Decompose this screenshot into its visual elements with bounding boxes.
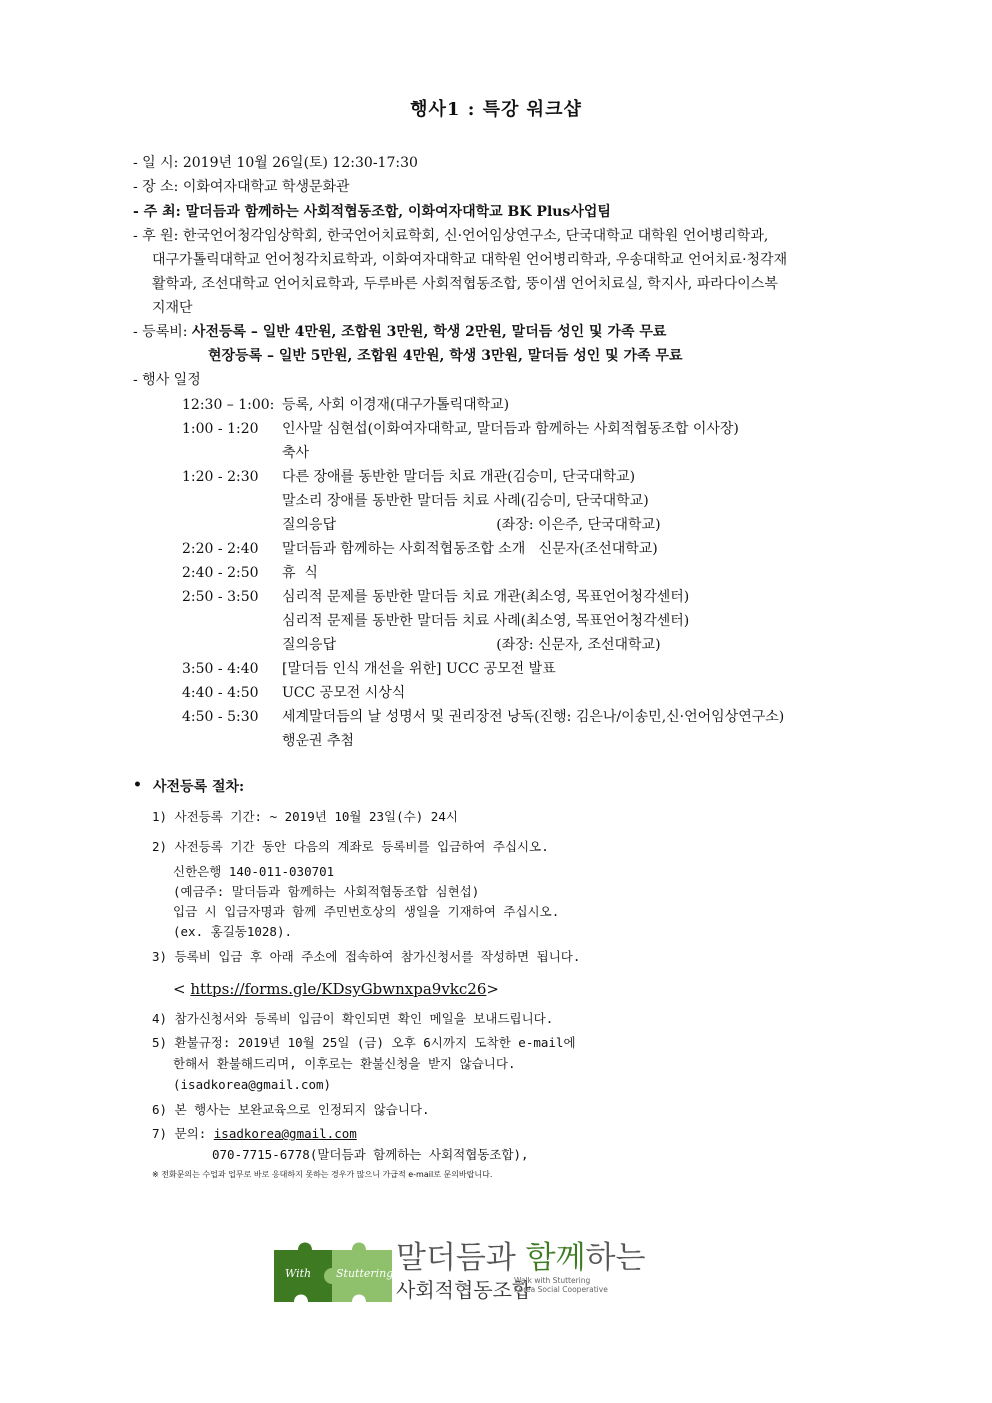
- link-prefix: <: [173, 980, 191, 998]
- fee-label: - 등록비:: [133, 324, 192, 340]
- event-host: - 주 최: 말더듬과 함께하는 사회적협동조합, 이화여자대학교 BK Plus사업팀: [133, 204, 611, 220]
- schedule-time: 3:50 - 4:40: [182, 661, 259, 677]
- logo-main-gray: 말더듬과: [396, 1240, 526, 1276]
- logo-en-line2: Korea Social Cooperative: [514, 1285, 608, 1294]
- contact-label: 7) 문의:: [152, 1126, 214, 1141]
- schedule-row: [182, 563, 318, 583]
- schedule-row: [182, 395, 509, 415]
- event-place: - 장 소: 이화여자대학교 학생문화관: [133, 179, 350, 195]
- link-suffix: >: [486, 980, 499, 998]
- cooperative-logo: [268, 1232, 646, 1310]
- event-sponsor-line3: 활학과, 조선대학교 언어치료학과, 두루바른 사회적협동조합, 뚱이샘 언어치료실, 학지사, 파라다이스복: [152, 276, 778, 292]
- schedule-row: [182, 635, 661, 655]
- refund-email: (isadkorea@gmail.com): [173, 1077, 332, 1092]
- schedule-time: 2:20 - 2:40: [182, 541, 259, 557]
- refund-policy-line2: 한해서 환불해드리며, 이후로는 환불신청을 받지 않습니다.: [173, 1056, 516, 1071]
- fee-onsite-registration: 현장등록 – 일반 5만원, 조합원 4만원, 학생 3만원, 말더듬 성인 및 가족 무료: [208, 348, 683, 364]
- schedule-row: [182, 515, 661, 535]
- logo-english-text: [514, 1276, 608, 1294]
- contact-row: [152, 1125, 357, 1143]
- puzzle-with-text: With: [285, 1267, 312, 1280]
- logo-main-gray2: 하는: [585, 1240, 646, 1276]
- footnote: ※ 전화문의는 수업과 업무로 바로 응대하지 못하는 경우가 많으니 가급적 e-mail로 문의바랍니다.: [152, 1170, 493, 1179]
- schedule-text: 질의응답 (좌장: 이은주, 단국대학교): [282, 517, 661, 533]
- schedule-row: [182, 467, 635, 487]
- schedule-time: 4:40 - 4:50: [182, 685, 259, 701]
- schedule-row: [182, 443, 309, 463]
- fee-pre-registration: 사전등록 – 일반 4만원, 조합원 3만원, 학생 2만원, 말더듬 성인 및 가족 무료: [191, 324, 667, 340]
- schedule-text: [말더듬 인식 개선을 위한] UCC 공모전 발표: [282, 661, 556, 677]
- logo-main-text: [396, 1232, 645, 1277]
- schedule-row: [182, 539, 658, 559]
- schedule-row: [182, 611, 689, 631]
- schedule-time: 1:20 - 2:30: [182, 469, 259, 485]
- schedule-text: 인사말 심현섭(이화여자대학교, 말더듬과 함께하는 사회적협동조합 이사장): [282, 421, 739, 437]
- puzzle-stuttering-text: Stuttering: [336, 1267, 394, 1280]
- event-date: - 일 시: 2019년 10월 26일(토) 12:30-17:30: [133, 155, 418, 171]
- logo-main-green: 함께: [525, 1240, 586, 1276]
- refund-policy-line1: 5) 환불규정: 2019년 10월 25일 (금) 오후 6시까지 도착한 e-mail에: [152, 1035, 576, 1050]
- schedule-time: 4:50 - 5:30: [182, 709, 259, 725]
- registration-step2: 2) 사전등록 기간 동안 다음의 계좌로 등록비를 입금하여 주십시오.: [152, 839, 549, 854]
- logo-en-line1: Walk with Stuttering: [514, 1276, 591, 1285]
- schedule-text: 휴 식: [282, 565, 318, 581]
- schedule-row: [182, 659, 556, 679]
- schedule-text: 말소리 장애를 동반한 말더듬 치료 사례(김승미, 단국대학교): [282, 493, 649, 509]
- schedule-time: 2:50 - 3:50: [182, 589, 259, 605]
- deposit-note: 입금 시 입금자명과 함께 주민번호상의 생일을 기재하여 주십시오.: [173, 904, 560, 919]
- logo-sub-text: 사회적협동조합: [396, 1278, 532, 1302]
- schedule-row: [182, 683, 405, 703]
- account-holder: (예금주: 말더듬과 함께하는 사회적협동조합 심현섭): [173, 884, 480, 899]
- contact-email-link[interactable]: isadkorea@gmail.com: [213, 1126, 357, 1141]
- schedule-row: [182, 419, 739, 439]
- schedule-text: 다른 장애를 동반한 말더듬 치료 개관(김승미, 단국대학교): [282, 469, 636, 485]
- registration-step1: 1) 사전등록 기간: ~ 2019년 10월 23일(수) 24시: [152, 809, 458, 824]
- schedule-label: - 행사 일정: [133, 372, 201, 388]
- form-link-row: [173, 979, 499, 999]
- schedule-row: [182, 491, 649, 511]
- schedule-time: 2:40 - 2:50: [182, 565, 259, 581]
- registration-form-link[interactable]: https://forms.gle/KDsyGbwnxpa9vkc26: [190, 980, 487, 998]
- bank-account: 신한은행 140-011-030701: [173, 864, 335, 879]
- schedule-text: 심리적 문제를 동반한 말더듬 치료 개관(최소영, 목표언어청각센터): [282, 589, 690, 605]
- registration-step4: 4) 참가신청서와 등록비 입금이 확인되면 확인 메일을 보내드립니다.: [152, 1011, 554, 1026]
- schedule-text: UCC 공모전 시상식: [282, 685, 406, 701]
- event-sponsor-line4: 지재단: [152, 300, 193, 316]
- schedule-time: 1:00 - 1:20: [182, 421, 259, 437]
- registration-step6: 6) 본 행사는 보완교육으로 인정되지 않습니다.: [152, 1102, 430, 1117]
- bullet-icon: •: [133, 777, 142, 793]
- event-sponsor-line2: 대구가톨릭대학교 언어청각치료학과, 이화여자대학교 대학원 언어병리학과, 우송대학교 언어치료·청각재: [152, 252, 788, 268]
- page-title: 행사1 : 특강 워크샵: [410, 99, 582, 120]
- schedule-row: [182, 707, 784, 727]
- schedule-row: [182, 731, 354, 751]
- schedule-text: 심리적 문제를 동반한 말더듬 치료 사례(최소영, 목표언어청각센터): [282, 613, 690, 629]
- schedule-time: 12:30 – 1:00:: [182, 397, 275, 413]
- schedule-text: 질의응답 (좌장: 신문자, 조선대학교): [282, 637, 661, 653]
- registration-heading: 사전등록 절차:: [153, 779, 245, 795]
- contact-phone: 070-7715-6778(말더듬과 함께하는 사회적협동조합),: [212, 1147, 529, 1162]
- registration-step3: 3) 등록비 입금 후 아래 주소에 접속하여 참가신청서를 작성하면 됩니다.: [152, 949, 581, 964]
- schedule-text: 등록, 사회 이경재(대구가톨릭대학교): [282, 397, 510, 413]
- schedule-text: 행운권 추첨: [282, 733, 355, 749]
- schedule-text: 축사: [282, 445, 310, 461]
- event-sponsor-line1: - 후 원: 한국언어청각임상학회, 한국언어치료학회, 신·언어임상연구소, 단국대학교 대학원 언어병리학과,: [133, 228, 769, 244]
- fee-row-pre: [133, 322, 666, 342]
- schedule-text: 말더듬과 함께하는 사회적협동조합 소개 신문자(조선대학교): [282, 541, 658, 557]
- schedule-text: 세계말더듬의 날 성명서 및 권리장전 낭독(진행: 김은나/이송민,신·언어임상연구소): [282, 709, 785, 725]
- schedule-row: [182, 587, 689, 607]
- deposit-example: (ex. 홍길동1028).: [173, 924, 293, 939]
